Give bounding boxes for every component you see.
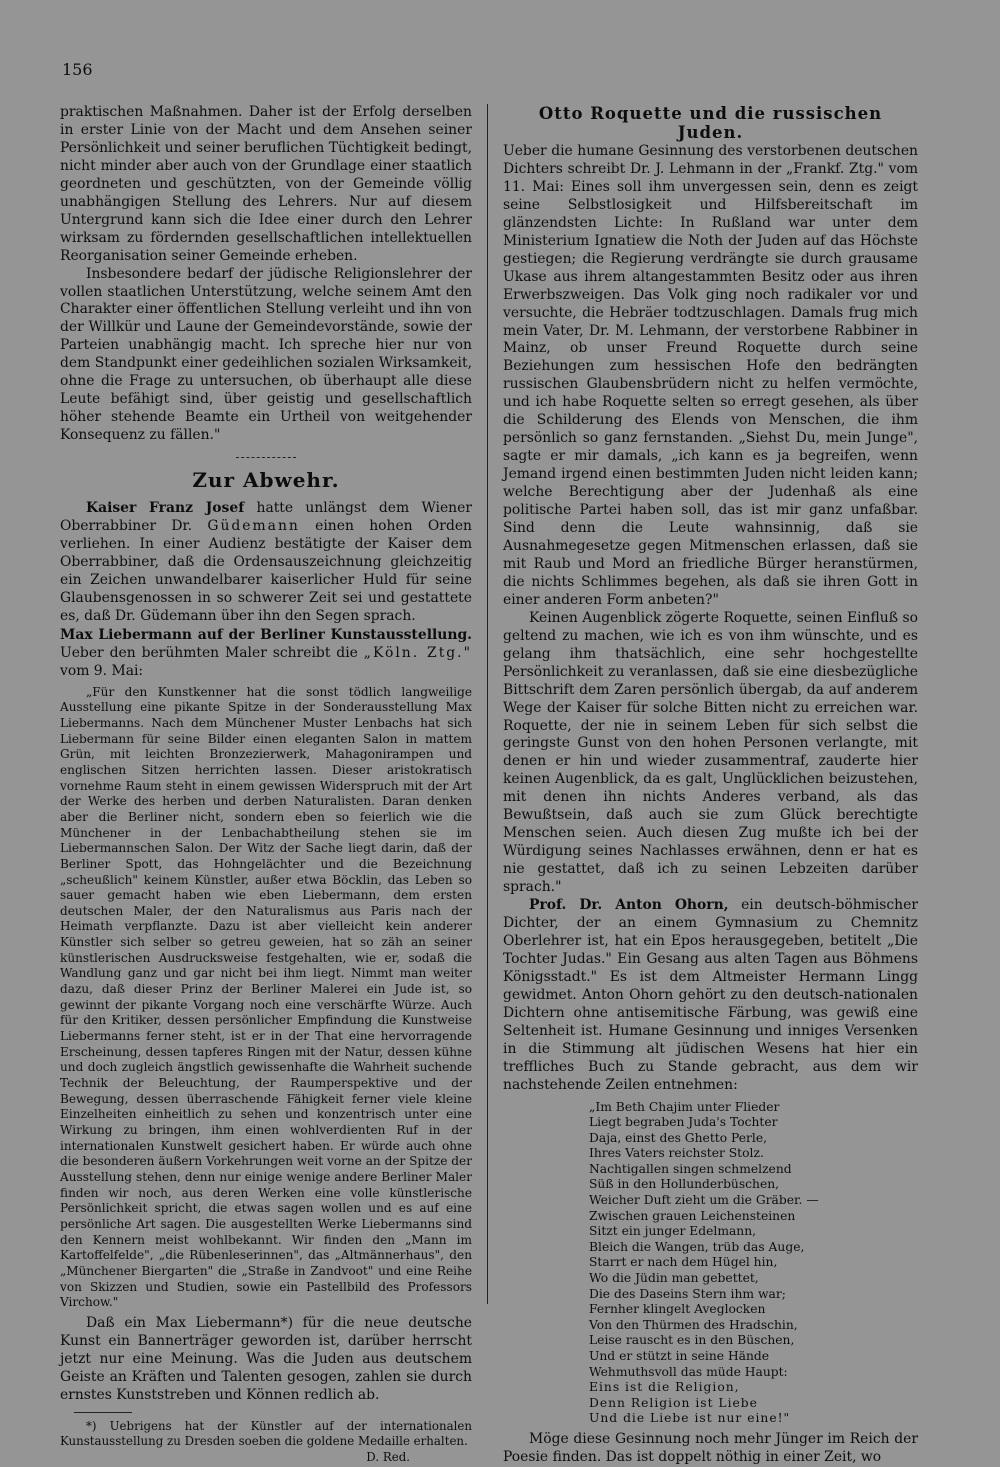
- liebermann-article-intro: [60, 627, 472, 681]
- kaiser-article: [60, 500, 472, 626]
- section-heading: Zur Abwehr.: [192, 468, 340, 493]
- poem-line: „Im Beth Chajim unter Flieder: [589, 1099, 780, 1114]
- footnote-signature: D. Red.: [366, 1449, 410, 1464]
- kaiser-article-text-1: hatte unlängst dem Wiener Oberrabbiner Dr.: [60, 500, 472, 535]
- poem-line: Wo die Jüdin man gebettet,: [589, 1271, 759, 1286]
- poem-line: Leise rauscht es in den Büschen,: [589, 1333, 795, 1348]
- roquette-heading: Otto Roquette und die russischen Juden.: [538, 104, 883, 142]
- kaiser-article-name: Güdemann: [207, 518, 300, 535]
- poem-line: Und er stützt in seine Hände: [589, 1349, 770, 1364]
- poem-line: Und die Liebe ist nur eine!": [589, 1411, 791, 1426]
- liebermann-article-text-1: Ueber den berühmten Maler schreibt die: [60, 644, 364, 661]
- poem-line: Nachtigallen singen schmelzend: [589, 1161, 792, 1176]
- liebermann-closing: Daß ein Max Liebermann*) für die neue deutsche Kunst ein Bannerträger geworden ist, darüber herrscht jetzt nur eine Meinung. Was die Juden aus deutschem Geiste an Kräften und Talenten gesogen, zahlen sie durch ernstes Kunststreben und Können redlich ab.: [60, 1314, 472, 1403]
- poem-line: Wehmuthsvoll das müde Haupt:: [589, 1364, 788, 1379]
- poem-line: Starrt er nach dem Hügel hin,: [589, 1255, 778, 1270]
- roquette-paragraph-1: Ueber die humane Gesinnung des verstorbenen deutschen Dichters schreibt Dr. J. Lehmann in der „Frankf. Ztg." vom 11. Mai: Eines soll ihm unvergessen sein, denn es zeigt seine Selbstlosigkeit und Hilfsbereitschaft im glänzendsten Lichte: In Rußland war unter dem Ministerium Ignatiew die Noth der Juden auf das Höchste gestiegen; die Regierung verdrängte sie durch grausame Ukase aus ihrem altangestammten Besitz oder aus ihren Erwerbszweigen. Das Volk ging noch radikaler vor und versuchte, die Hebräer todtzuschlagen. Damals frug mich mein Vater, Dr. M. Lehmann, der verstorbene Rabbiner in Mainz, ob unser Freund Roquette durch seine Beziehungen zum hessischen Hofe den bedrängten russischen Glaubensbrüdern nicht zu helfen vermöchte, und ich habe Roquette selten so erregt gesehen, als über die Schilderung des Elends von Menschen, die ihm persönlich so ganz fernstanden. „Siehst Du, mein Junge", sagte er mir damals, „ich kann es ja begreifen, wenn Jemand irgend einen bestimmten Juden nicht leiden kann; welche Berechtigung aber der Judenhaß als eine politische Partei haben soll, das ist mir ganz unfaßbar. Sind denn die Leute wahnsinnig, daß sie Ausnahmegesetze gegen Mitmenschen erlassen, daß sie mit Raub und Mord an friedliche Bürger heranstürmen, die nichts Schlimmes begehen, als daß sie ihren Gott in einer anderen Form anbeten?": [503, 143, 918, 608]
- poem-line: Eins ist die Religion,: [589, 1380, 740, 1395]
- page-number: 156: [62, 60, 93, 79]
- poem-line: Fernher klingelt Aveglocken: [589, 1302, 766, 1317]
- closing-paragraph: Möge diese Gesinnung noch mehr Jünger im Reich der Poesie finden. Das ist doppelt nöthig in einer Zeit, wo: [503, 1430, 918, 1465]
- section-divider: [236, 457, 296, 458]
- intro-paragraph-religion-teacher: Insbesondere bedarf der jüdische Religionslehrer der vollen staatlichen Unterstützung, welche seinem Amt den Charakter einer öffentlichen Stellung verleiht und ihn von der Willkür und Laune der Gemeindevorstände, sowie der Parteien unabhängig macht. Ich spreche hier nur von dem Standpunkt einer gedeihlichen sozialen Wirksamkeit, ohne die Frage zu untersuchen, ob überhaupt alle diese Leute befähigt sind, über geistig und gesellschaftlich höher stehende Beamte ein Urtheil von weitgehender Konsequenz zu fällen.": [60, 265, 472, 444]
- roquette-paragraph-2: Keinen Augenblick zögerte Roquette, seinen Einfluß so geltend zu machen, wie ich es von ihm wünschte, und es gelang ihm thatsächlich, eine sehr hochgestellte Persönlichkeit zu veranlassen, daß sie eine diesbezügliche Bittschrift dem Zaren persönlich übergab, da auf anderem Wege der Kaiser für solche Bitten nicht zu erreichen war. Roquette, der nie in seinem Leben für sich selbst die geringste Gunst von den hohen Personen verlangte, mit denen er hin und wieder zusammentraf, zauderte hier keinen Augenblick, da es galt, Unglücklichen beizustehen, mit denen ihn nichts Anderes verband, als das Bewußtsein, daß auch sie zum Glück berechtigte Menschen seien. Auch diesen Zug mußte ich bei der Würdigung seines Nachlasses erwähnen, denn er hat es nie gestattet, daß ich zu seinen Lebzeiten darüber sprach.": [503, 609, 918, 896]
- poem-line: Ihres Vaters reichster Stolz.: [589, 1146, 764, 1161]
- ohorn-article-text: ein deutsch-böhmischer Dichter, der an einem Gymnasium zu Chemnitz Oberlehrer ist, hat ein Epos herausgegeben, betitelt „Die Tochter Judas." Ein Gesang aus alten Tagen aus Böhmens Königsstadt." Es ist dem Altmeister Hermann Lingg gewidmet. Anton Ohorn gehört zu den deutsch-nationalen Dichtern ohne antisemitische Färbung, was gewiß eine Seltenheit ist. Humane Gesinnung und inniges Versenken in die Stimmung alt jüdischen Wesens hat hier ein treffliches Buch zu Stande gebracht, aus dem wir nachstehende Zeilen entnehmen:: [503, 897, 918, 1093]
- left-column: [60, 104, 472, 1465]
- kaiser-article-text-2: einen hohen Orden verliehen. In einer Audienz bestätigte der Kaiser dem Oberrabbiner, daß die Ordensauszeichnung gleichzeitig ein Zeichen unwandelbarer kaiserlicher Huld für seine Glaubensgenossen in so schwerer Zeit sei und gestattete es, daß Dr. Güdemann über ihn den Segen sprach.: [60, 518, 473, 624]
- poem-line: Sitzt ein junger Edelmann,: [589, 1224, 757, 1239]
- column-rule: [487, 104, 488, 1304]
- ohorn-article: [503, 897, 918, 1094]
- poem-line: Liegt begraben Juda's Tochter: [589, 1115, 778, 1130]
- footnote-rule: [74, 1412, 132, 1413]
- liebermann-article-text-2: vom 9. Mai:: [60, 662, 144, 679]
- poem-line: Die des Daseins Stern ihm war;: [589, 1286, 786, 1301]
- kaiser-article-lead: Kaiser Franz Josef: [86, 500, 245, 517]
- ohorn-article-lead: Prof. Dr. Anton Ohorn,: [529, 897, 729, 914]
- intro-paragraph-continuation: praktischen Maßnahmen. Daher ist der Erfolg derselben in erster Linie von der Macht und dem Ansehen seiner Persönlichkeit und seiner beruflichen Tüchtigkeit bedingt, nicht minder aber auch von der Grundlage einer staatlich geordneten und geschützten, von der Gemeinde völlig unabhängigen Stellung des Lehrers. Nur auf diesem Untergrund kann sich die Idee einer durch den Lehrer wirksam zu fördernden gesellschaftlichen intellektuellen Reorganisation seiner Gemeinde erheben.: [60, 104, 472, 264]
- poem-line: Denn Religion ist Liebe: [589, 1395, 758, 1410]
- poem-line: Von den Thürmen des Hradschin,: [589, 1317, 798, 1332]
- liebermann-article-source: „Köln. Ztg.": [363, 644, 472, 661]
- poem: [589, 1100, 918, 1427]
- right-column: [503, 104, 918, 1467]
- liebermann-article-lead: Max Liebermann auf der Berliner Kunstausstellung.: [60, 626, 472, 643]
- poem-line: Weicher Duft zieht um die Gräber. —: [589, 1193, 819, 1208]
- footnote: *) Uebrigens hat der Künstler auf der internationalen Kunstausstellung zu Dresden soeben die goldene Medaille erhalten.: [60, 1418, 472, 1449]
- poem-line: Zwischen grauen Leichensteinen: [589, 1208, 796, 1223]
- poem-line: Süß in den Hollunderbüschen,: [589, 1177, 780, 1192]
- poem-line: Daja, einst des Ghetto Perle,: [589, 1130, 768, 1145]
- poem-line: Bleich die Wangen, trüb das Auge,: [589, 1239, 805, 1254]
- liebermann-quote: „Für den Kunstkenner hat die sonst tödlich langweilige Ausstellung eine pikante Spitze in der Sonderausstellung Max Liebermanns. Nach dem Münchener Muster Lenbachs hat sich Liebermann für seine Bilder einen eleganten Salon in mattem Grün, mit leichten Bronzezierwerk, Mahagonirampen und englischen Sitzen herrichten lassen. Dieser aristokratisch vornehme Raum steht in einem gewissen Widerspruch mit der Art der Werke des herben und derben Naturalisten. Daran denken aber die Berliner nicht, sondern eben so feierlich wie die Münchener in der Lenbachabtheilung stehen sie im Liebermannschen Salon. Der Witz der Sache liegt darin, daß der Berliner Spott, das Hohngelächter und die Bezeichnung „scheußlich" keinem Künstler, außer etwa Böcklin, das Leben so sauer gemacht haben wie eben Liebermann, dem ersten deutschen Maler, der den Naturalismus aus Paris nach der Heimath verpflanzte. Dazu ist aber vielleicht kein anderer Künstler sich selber so getreu geweien, hat so zäh an seiner künstlerischen Ausdrucksweise festgehalten, wie er, sodaß die Wandlung ganz und gar nicht bei ihm liegt. Nimmt man weiter dazu, daß dieser Prinz der Berliner Malerei ein Jude ist, so gewinnt der pikante Vorgang noch eine verschärfte Würze. Auch für den Kritiker, dessen persönlicher Empfindung die Kunstweise Liebermanns ferner steht, ist er in der That eine hervorragende Erscheinung, dessen tapferes Ringen mit der Natur, dessen kühne und doch zugleich ängstlich gewissenhafte die Wahrheit suchende Technik der Beleuchtung, der Raumperspektive und der Bewegung, dessen überraschende Fähigkeit ferner viele kleine Einzelheiten einheitlich zu sehen und konzentrisch unter eine Wirkung zu bringen, ihm einen wohlverdienten Ruf in der internationalen Kunstwelt gesichert haben. Er würde auch ohne die besonderen äußern Vorkehrungen weit vorne an der Spitze der Ausstellung stehen, denn nur einige wenige andere Berliner Maler finden wir noch, aus deren Werken eine volle künstlerische Persönlichkeit spricht, die etwas sagen wollen und es auf eine persönliche Art sagen. Die ausgestellten Werke Liebermanns sind den Kennern meist wohlbekannt. Wir finden den „Mann im Kartoffelfelde", „die Rübenleserinnen", das „Altmännerhaus", den „Münchener Biergarten" die „Straße in Zandvoot" und eine Reihe von Skizzen und Studien, sowie ein Pastellbild des Professors Virchow.": [60, 684, 472, 1310]
